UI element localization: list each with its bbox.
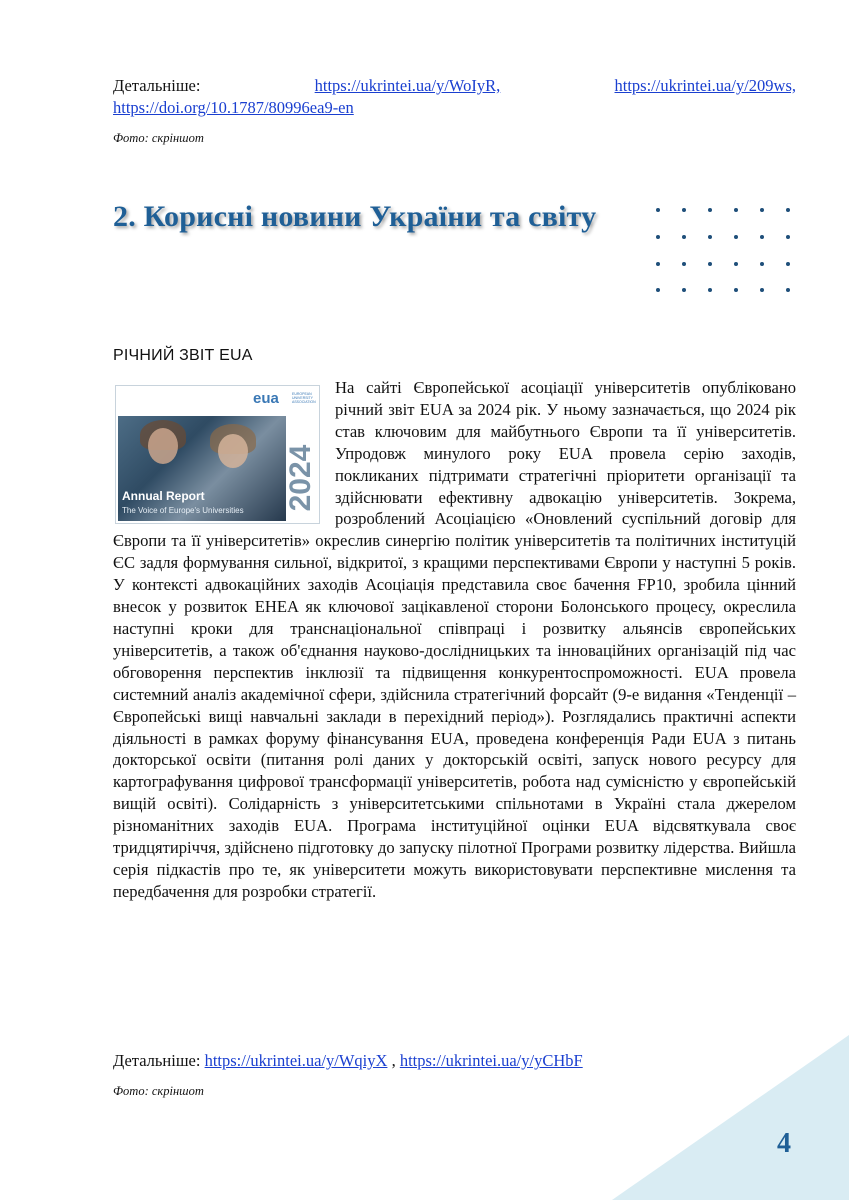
cover-title: Annual Report: [122, 489, 205, 503]
photo-caption-top: Фото: скріншот: [113, 131, 204, 145]
more-label-bottom: Детальніше:: [113, 1051, 201, 1070]
link-209ws[interactable]: https://ukrintei.ua/y/209ws,: [614, 76, 796, 95]
photo-caption-bottom: Фото: скріншот: [113, 1084, 204, 1098]
svg-text:2024: 2024: [283, 444, 317, 512]
eua-logo: eua: [253, 390, 279, 407]
cover-year: [282, 436, 320, 520]
top-links-block: [113, 75, 796, 119]
links-separator: ,: [387, 1051, 400, 1070]
article-title: РІЧНИЙ ЗВІТ EUA: [113, 347, 253, 364]
more-links-block: [113, 1050, 583, 1072]
link-doi[interactable]: https://doi.org/10.1787/80996ea9-en: [113, 98, 354, 117]
eua-logo-subtext: EUROPEAN UNIVERSITY ASSOCIATION: [292, 392, 316, 404]
dot-grid-decoration: [652, 204, 800, 296]
article-body-text: На сайті Європейської асоціації університетів опубліковано річний звіт EUA за 2024 рік. У ньому зазначається, що 2024 рік став ключовим для майбутнього Європи та її університетів. Упродовж минулого року EUA провела серію заходів, покликаних підтримати стратегічні пріоритети організації та здійснювати ефективну адвокацію університетів. Зокрема, розроблений Асоціацією «Оновлений суспільний договір для Європи та її університетів» окреслив синергію політик університетів та політичних інституцій ЄС задля формування сильної, відкритої, з кращими перспективами Європи у наступні 5 років. У контексті адвокаційних заходів Асоціація представила своє бачення FP10, зробила цінний внесок у розвиток EHEA як ключової зацікавленої сторони Болонського процесу, окреслила наступні кроки для транснаціональної співпраці і розвитку альянсів європейських університетів, а також об'єднання науково-дослідницьких та інноваційних організацій під час обговорення перспектив інклюзії та підвищення конкурентоспроможності. EUA провела системний аналіз академічної сфери, здійснила стратегічний форсайт (9-е видання «Тенденції – Європейські вищі навчальні заклади в перехідний період»). Розглядались практичні аспекти діяльності в рамках форуму фінансування EUA, проведена конференція Ради EUA з питань докторської освіти (питання ролі даних у докторській освіті, запуск нового ресурсу для картографування цифрової трансформації університетів, робота над сумісністю у європейській вищій освіті). Солідарність з університетськими спільнотами в Україні стала джерелом різноманітних заходів EUA. Програма інституційної оцінки EUA відсвяткувала своє тридцятиріччя, здійснено підготовку до запуску пілотної Програми розвитку лідерства. Вийшла серія підкастів про те, як університети можуть використовувати перспективне мислення та передбачення для розробки стратегії.: [113, 378, 796, 901]
annual-report-cover-image: [115, 385, 320, 524]
link-wqiyx[interactable]: https://ukrintei.ua/y/WqiyX: [204, 1051, 388, 1070]
link-woiyr[interactable]: https://ukrintei.ua/y/WoIyR,: [314, 76, 501, 95]
more-label: Детальніше:: [113, 76, 201, 95]
link-ychbf[interactable]: https://ukrintei.ua/y/yCHbF: [399, 1051, 583, 1070]
section-heading: 2. Корисні новини України та світу: [113, 200, 597, 233]
page-number: 4: [777, 1128, 791, 1159]
cover-subtitle: The Voice of Europe's Universities: [122, 506, 244, 515]
